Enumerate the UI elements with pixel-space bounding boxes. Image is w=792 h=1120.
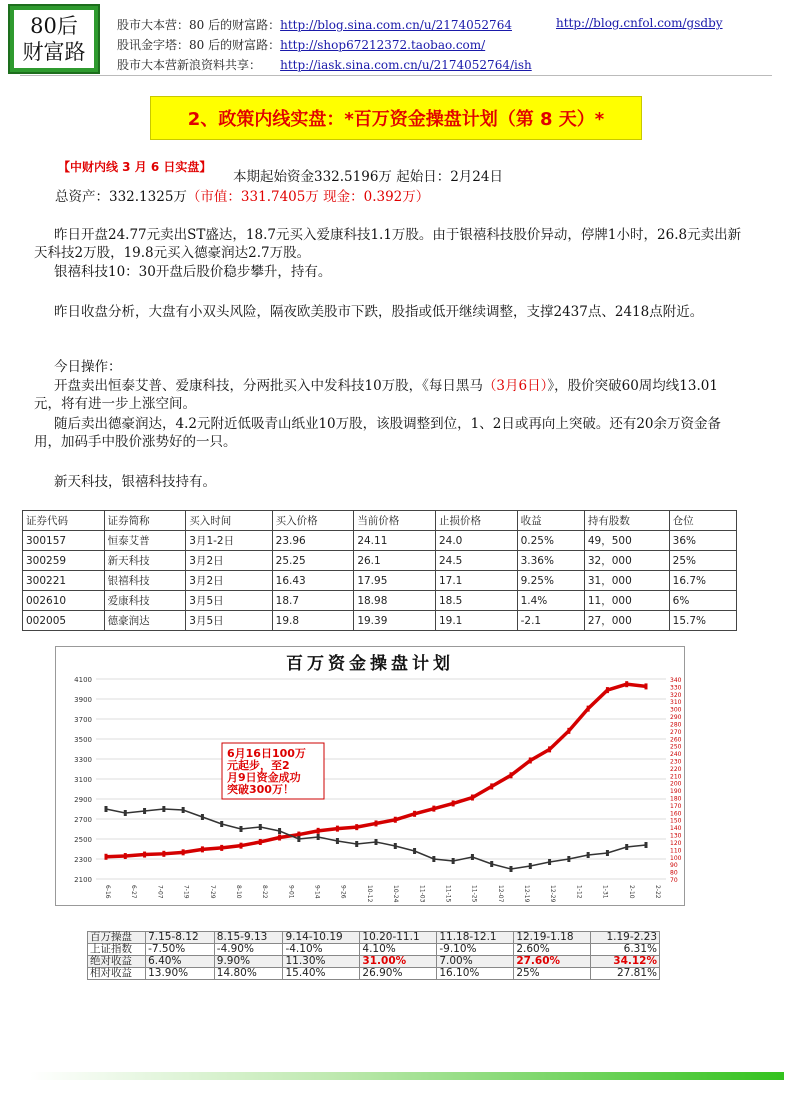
table-cell: 16.43 (272, 571, 354, 591)
logo (8, 4, 100, 74)
paragraph-today-heading: 今日操作： (54, 359, 122, 375)
perf-cell: 1.19-2.23 (591, 932, 660, 944)
series-point (336, 826, 339, 832)
y-right-tick-label: 260 (670, 736, 682, 744)
series-point (625, 681, 628, 687)
y-right-tick-label: 300 (670, 706, 682, 714)
perf-cell: 14.80% (214, 968, 283, 980)
table-cell: 23.96 (272, 531, 354, 551)
series-point (413, 848, 416, 854)
series-point (375, 839, 378, 845)
series-point (452, 858, 455, 864)
x-tick-label: 8-22 (261, 885, 269, 899)
perf-cell: 7.00% (437, 956, 514, 968)
perf-cell: -9.10% (437, 944, 514, 956)
annotation-text: 6月16日100万 (227, 747, 306, 760)
perf-cell: 4.10% (360, 944, 437, 956)
cnfol-blog-link[interactable]: http://blog.cnfol.com/gsdby (556, 16, 723, 30)
perf-cell: 2.60% (514, 944, 591, 956)
series-point (220, 845, 223, 851)
table-row (23, 551, 737, 571)
iask-link[interactable]: http://iask.sina.com.cn/u/2174052764/ish (280, 58, 532, 72)
perf-cell: 绝对收益 (88, 956, 146, 968)
x-tick-label: 10-24 (392, 885, 400, 903)
table-cell: 49，500 (584, 531, 669, 551)
x-tick-label: 10-12 (365, 885, 373, 903)
total-assets (55, 188, 429, 206)
y-left-tick-label: 2300 (74, 856, 92, 864)
perf-cell: 12.19-1.18 (514, 932, 591, 944)
header-line1-label: 股市大本营：80 后的财富路： (117, 18, 281, 32)
perf-cell: -4.90% (214, 944, 283, 956)
perf-cell: 13.90% (146, 968, 215, 980)
y-right-tick-label: 330 (670, 684, 682, 692)
x-tick-label: 8-10 (234, 885, 242, 899)
table-cell: 18.7 (272, 591, 354, 611)
perf-cell: 10.20-11.1 (360, 932, 437, 944)
table-cell: 25% (669, 551, 736, 571)
cnfol-blog-container (556, 16, 723, 30)
series-point (394, 843, 397, 849)
perf-cell: 相对收益 (88, 968, 146, 980)
table-cell: 26.1 (354, 551, 436, 571)
realtime-tag: 【中财内线 3 月 6 日实盘】 (58, 160, 212, 174)
table-cell: 300157 (23, 531, 105, 551)
table-cell: 3月5日 (186, 611, 272, 631)
y-right-tick-label: 320 (670, 691, 682, 699)
y-right-tick-label: 80 (670, 869, 678, 877)
series-point (143, 852, 146, 858)
y-right-tick-label: 250 (670, 743, 682, 751)
paragraph-today-ops (34, 377, 736, 413)
header-line1 (117, 16, 512, 33)
perf-cell: 6.40% (146, 956, 215, 968)
x-tick-label: 9-14 (313, 885, 321, 899)
perf-cell: 26.90% (360, 968, 437, 980)
series-point (317, 828, 320, 834)
series-point (471, 795, 474, 801)
paragraph-trades: 昨日开盘24.77元卖出ST盛达，18.7元买入爱康科技1.1万股。由于银禧科技股价异动，停牌1小时，26.8元卖出新天科技2万股，19.8元买入德豪润达2.7万股。 (34, 227, 742, 261)
table-cell: 25.25 (272, 551, 354, 571)
table-cell: 银禧科技 (104, 571, 186, 591)
series-point (124, 853, 127, 859)
x-tick-label: 7-19 (182, 885, 190, 899)
perf-cell: 11.30% (283, 956, 360, 968)
y-left-tick-label: 3700 (74, 716, 92, 724)
perf-row (88, 968, 660, 980)
perf-cell: 11.18-12.1 (437, 932, 514, 944)
y-right-tick-label: 140 (670, 825, 682, 833)
column-header: 仓位 (669, 511, 736, 531)
series-point (240, 826, 243, 832)
header-line2-label: 股讯金字塔：80 后的财富路： (117, 38, 281, 52)
y-right-tick-label: 150 (670, 817, 682, 825)
y-left-tick-label: 2900 (74, 796, 92, 804)
table-cell: 新天科技 (104, 551, 186, 571)
series-point (355, 824, 358, 830)
perf-row (88, 956, 660, 968)
table-row (23, 531, 737, 551)
series-point (529, 863, 532, 869)
taobao-shop-link[interactable]: http://shop67212372.taobao.com/ (280, 38, 486, 52)
perf-cell: 27.81% (591, 968, 660, 980)
column-header: 收益 (517, 511, 584, 531)
series-point (413, 811, 416, 817)
paragraph-analysis: 昨日收盘分析，大盘有小双头风险，隔夜欧美股市下跌，股指或低开继续调整，支撑2437点、2418点附近。 (54, 304, 704, 320)
table-cell: 19.1 (435, 611, 517, 631)
y-right-tick-label: 340 (670, 677, 682, 684)
series-point (606, 850, 609, 856)
y-right-tick-label: 310 (670, 699, 682, 707)
chart-title: 百万资金操盘计划 (286, 654, 454, 674)
series-point (317, 834, 320, 840)
perf-cell: 百万操盘 (88, 932, 146, 944)
perf-row (88, 944, 660, 956)
logo-line1: 80后 (30, 14, 78, 38)
x-tick-label: 9-26 (339, 885, 347, 899)
table-cell: 32，000 (584, 551, 669, 571)
table-cell: 17.95 (354, 571, 436, 591)
x-tick-label: 1-31 (601, 885, 609, 899)
y-right-tick-label: 160 (670, 810, 682, 818)
table-cell: 002610 (23, 591, 105, 611)
series-point (625, 844, 628, 850)
table-cell: 德豪润达 (104, 611, 186, 631)
header-line3 (117, 56, 532, 73)
sina-blog-link[interactable]: http://blog.sina.com.cn/u/2174052764 (280, 18, 512, 32)
header-line2 (117, 36, 485, 53)
table-cell: 1.4% (517, 591, 584, 611)
y-left-tick-label: 2700 (74, 816, 92, 824)
series-point (548, 859, 551, 865)
y-right-tick-label: 220 (670, 765, 682, 773)
x-tick-label: 7-29 (208, 885, 216, 899)
y-right-tick-label: 240 (670, 751, 682, 759)
table-cell: 17.1 (435, 571, 517, 591)
x-tick-label: 12-19 (523, 885, 531, 903)
series-point (355, 841, 358, 847)
y-right-tick-label: 230 (670, 758, 682, 766)
table-cell: 18.98 (354, 591, 436, 611)
x-tick-label: 11-25 (470, 885, 478, 903)
perf-cell: 15.40% (283, 968, 360, 980)
table-cell: 19.8 (272, 611, 354, 631)
perf-cell: 31.00% (360, 956, 437, 968)
series-point (336, 838, 339, 844)
y-right-tick-label: 130 (670, 832, 682, 840)
table-cell: 16.7% (669, 571, 736, 591)
x-tick-label: 12-07 (496, 885, 504, 903)
perf-cell: -4.10% (283, 944, 360, 956)
table-row (23, 591, 737, 611)
x-tick-label: 7-07 (156, 885, 164, 899)
perf-cell: 上证指数 (88, 944, 146, 956)
series-point (510, 866, 513, 872)
table-cell: 15.7% (669, 611, 736, 631)
series-point (645, 842, 648, 848)
y-right-tick-label: 90 (670, 862, 678, 870)
series-point (240, 843, 243, 849)
perf-cell: 9.90% (214, 956, 283, 968)
annotation-text: 元起步，至2 (227, 759, 290, 772)
series-point (606, 687, 609, 693)
y-right-tick-label: 270 (670, 728, 682, 736)
y-left-tick-label: 3900 (74, 696, 92, 704)
table-cell: 爱康科技 (104, 591, 186, 611)
column-header: 买入价格 (272, 511, 354, 531)
chart-svg (56, 647, 684, 905)
perf-cell: 16.10% (437, 968, 514, 980)
table-row (23, 571, 737, 591)
series-point (510, 772, 513, 778)
series-line (106, 684, 646, 857)
capital-line: 本期起始资金332.5196万 起始日：2月24日 (233, 169, 503, 185)
perf-cell: 8.15-9.13 (214, 932, 283, 944)
y-right-tick-label: 110 (670, 847, 682, 855)
table-cell: 18.5 (435, 591, 517, 611)
y-left-tick-label: 2500 (74, 836, 92, 844)
y-left-tick-label: 3300 (74, 756, 92, 764)
series-point (471, 854, 474, 860)
ops-text-a: 开盘卖出恒泰艾普、爱康科技，分两批买入中发科技10万股，《每日黑马 (54, 378, 483, 394)
footer-bar (30, 1072, 784, 1080)
series-point (201, 846, 204, 852)
series-point (548, 746, 551, 752)
series-point (201, 814, 204, 820)
x-tick-label: 9-01 (287, 885, 295, 899)
y-right-tick-label: 280 (670, 721, 682, 729)
perf-cell: 6.31% (591, 944, 660, 956)
series-point (297, 836, 300, 842)
ops-text-c: 》，股价突破60周均线13.01元，将有进一步上涨空间。 (34, 378, 718, 412)
series-point (278, 828, 281, 834)
series-point (587, 852, 590, 858)
x-tick-label: 1-12 (575, 885, 583, 899)
y-right-tick-label: 180 (670, 795, 682, 803)
x-tick-label: 11-15 (444, 885, 452, 903)
logo-line2: 财富路 (22, 40, 86, 64)
x-tick-label: 2-22 (654, 885, 661, 899)
capital-chart (55, 646, 685, 906)
series-point (259, 839, 262, 845)
x-tick-label: 2-10 (627, 885, 635, 899)
series-point (182, 807, 185, 813)
perf-cell: 27.60% (514, 956, 591, 968)
table-cell: 19.39 (354, 611, 436, 631)
y-right-tick-label: 70 (670, 877, 678, 884)
positions-table (22, 510, 737, 631)
paragraph-followup: 随后卖出德豪润达，4.2元附近低吸青山纸业10万股，该股调整到位，1、2日或再向上突破。还有20余万资金备用，加码手中股价涨势好的一只。 (34, 416, 722, 450)
table-cell: 36% (669, 531, 736, 551)
table-cell: 0.25% (517, 531, 584, 551)
series-point (182, 849, 185, 855)
column-header: 买入时间 (186, 511, 272, 531)
header-line3-label: 股市大本营新浪资料共享： (117, 58, 262, 72)
paragraph-holdings: 新天科技，银禧科技持有。 (54, 474, 216, 490)
table-cell: 24.0 (435, 531, 517, 551)
title-banner (150, 96, 642, 140)
table-cell: 31，000 (584, 571, 669, 591)
series-point (162, 806, 165, 812)
y-right-tick-label: 200 (670, 780, 682, 788)
y-right-tick-label: 290 (670, 714, 682, 722)
series-point (567, 856, 570, 862)
series-point (490, 861, 493, 867)
series-point (124, 810, 127, 816)
series-point (105, 806, 108, 812)
column-header: 证券简称 (104, 511, 186, 531)
table-cell: 6% (669, 591, 736, 611)
series-point (375, 820, 378, 826)
perf-cell: 25% (514, 968, 591, 980)
series-point (490, 783, 493, 789)
total-assets-detail: （市值：331.7405万 现金：0.392万） (186, 189, 430, 205)
perf-cell: 7.15-8.12 (146, 932, 215, 944)
perf-cell: -7.50% (146, 944, 215, 956)
y-right-tick-label: 190 (670, 788, 682, 796)
perf-cell: 34.12% (591, 956, 660, 968)
perf-row (88, 932, 660, 944)
table-cell: 24.5 (435, 551, 517, 571)
y-right-tick-label: 120 (670, 839, 682, 847)
table-header-row (23, 511, 737, 531)
x-tick-label: 6-16 (104, 885, 111, 899)
series-point (452, 800, 455, 806)
table-cell: -2.1 (517, 611, 584, 631)
table-cell: 3.36% (517, 551, 584, 571)
x-tick-label: 6-27 (130, 885, 138, 899)
y-left-tick-label: 2100 (74, 876, 92, 884)
y-left-tick-label: 4100 (74, 676, 92, 684)
series-point (529, 757, 532, 763)
series-point (587, 706, 590, 712)
page-title: 2、政策内线实盘：*百万资金操盘计划（第 8 天）* (187, 109, 605, 130)
table-cell: 002005 (23, 611, 105, 631)
performance-table (87, 931, 660, 980)
table-cell: 11，000 (584, 591, 669, 611)
table-cell: 24.11 (354, 531, 436, 551)
table-cell: 3月5日 (186, 591, 272, 611)
header-divider (20, 75, 772, 76)
column-header: 证券代码 (23, 511, 105, 531)
column-header: 持有股数 (584, 511, 669, 531)
series-point (220, 821, 223, 827)
table-row (23, 611, 737, 631)
table-cell: 恒泰艾普 (104, 531, 186, 551)
column-header: 止损价格 (435, 511, 517, 531)
y-right-tick-label: 210 (670, 773, 682, 781)
ops-text-date: （3月6日） (482, 378, 548, 394)
y-right-tick-label: 170 (670, 802, 682, 810)
series-point (162, 851, 165, 857)
y-left-tick-label: 3100 (74, 776, 92, 784)
table-cell: 3月2日 (186, 571, 272, 591)
perf-cell: 9.14-10.19 (283, 932, 360, 944)
series-point (143, 808, 146, 814)
series-point (432, 806, 435, 812)
series-point (567, 728, 570, 734)
table-cell: 3月1-2日 (186, 531, 272, 551)
table-cell: 300259 (23, 551, 105, 571)
paragraph-yinxi: 银禧科技10：30开盘后股价稳步攀升，持有。 (54, 264, 332, 280)
total-assets-label: 总资产：332.1325万 (55, 189, 187, 205)
annotation-text: 突破300万！ (227, 783, 294, 796)
series-point (278, 835, 281, 841)
annotation-text: 月9日资金成功 (227, 771, 301, 784)
x-tick-label: 11-03 (418, 885, 426, 903)
column-header: 当前价格 (354, 511, 436, 531)
y-right-tick-label: 100 (670, 854, 682, 862)
x-tick-label: 12-29 (549, 885, 557, 903)
series-point (259, 824, 262, 830)
table-cell: 9.25% (517, 571, 584, 591)
series-point (105, 854, 108, 860)
table-cell: 300221 (23, 571, 105, 591)
series-point (432, 856, 435, 862)
table-cell: 27，000 (584, 611, 669, 631)
y-left-tick-label: 3500 (74, 736, 92, 744)
series-point (645, 683, 648, 689)
series-point (394, 817, 397, 823)
table-cell: 3月2日 (186, 551, 272, 571)
